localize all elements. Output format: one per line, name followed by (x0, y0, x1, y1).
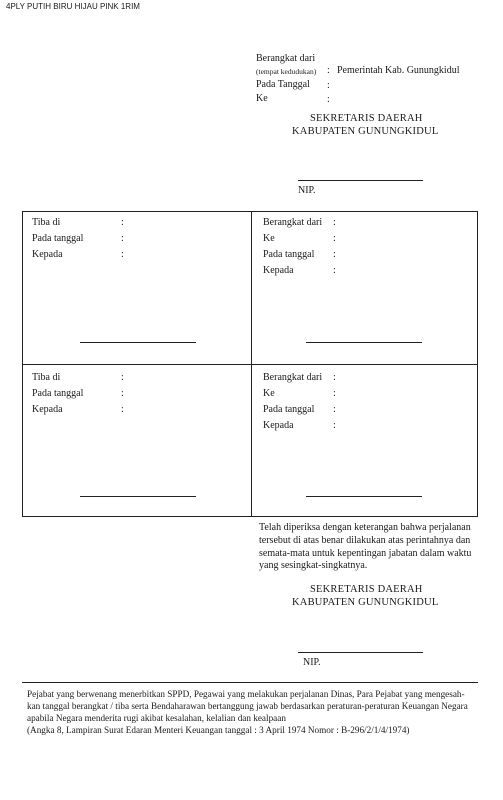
signature-line (298, 652, 423, 653)
footer-note-line1: Pejabat yang berwenang menerbitkan SPPD, Pegawai yang melakukan perjalanan Dinas, Para Pejabat yang mengesah- (27, 689, 465, 699)
colon: : (327, 65, 330, 76)
signatory-title-line2: KABUPATEN GUNUNGKIDUL (292, 126, 439, 137)
pada-tanggal-label: Pada tanggal (263, 249, 315, 260)
tiba-di-label: Tiba di (32, 372, 61, 383)
colon: : (327, 94, 330, 105)
colon: : (121, 233, 124, 244)
colon: : (333, 420, 336, 431)
colon: : (333, 249, 336, 260)
berangkat-dari-label: Berangkat dari (263, 372, 323, 383)
berangkat-dari-label: Berangkat dari (256, 53, 316, 64)
tempat-kedudukan-value: Pemerintah Kab. Gunungkidul (337, 65, 460, 76)
tempat-kedudukan-note: (tempat kedudukan) (256, 67, 317, 76)
box-vertical-divider (251, 211, 252, 517)
signature-line (80, 342, 196, 343)
signature-line (306, 496, 422, 497)
verification-text-line1: Telah diperiksa dengan keterangan bahwa perjalanan (259, 522, 471, 533)
signatory-title-line1: SEKRETARIS DAERAH (310, 113, 423, 124)
signatory-title-line2: KABUPATEN GUNUNGKIDUL (292, 597, 439, 608)
colon: : (121, 217, 124, 228)
colon: : (333, 388, 336, 399)
kepada-label: Kepada (263, 420, 294, 431)
footer-note-line2: kan tanggal berangkat / tiba serta Bendaharawan bertanggung jawab berdasarkan peraturan-peraturan Keuangan Negara (27, 701, 468, 711)
colon: : (327, 80, 330, 91)
ke-label: Ke (263, 233, 275, 244)
footer-note-line4: (Angka 8, Lampiran Surat Edaran Menteri Keuangan tanggal : 3 April 1974 Nomor : B-296/2/1/4/1974) (27, 725, 410, 735)
colon: : (121, 249, 124, 260)
box-horizontal-divider (22, 364, 478, 365)
colon: : (121, 372, 124, 383)
footer-note-line3: apabila Negara menderita rugi akibat kesalahan, kelalian dan kealpaan (27, 713, 286, 723)
pada-tanggal-label: Pada tanggal (32, 388, 84, 399)
tiba-di-label: Tiba di (32, 217, 61, 228)
verification-text-line2: tersebut di atas benar dilakukan atas perintahnya dan (259, 535, 471, 546)
signature-line (298, 180, 423, 181)
colon: : (333, 404, 336, 415)
colon: : (333, 372, 336, 383)
nip-label: NIP. (298, 185, 316, 196)
ke-label: Ke (256, 93, 268, 104)
colon: : (333, 265, 336, 276)
colon: : (333, 233, 336, 244)
header-note: 4PLY PUTIH BIRU HIJAU PINK 1RIM (6, 2, 140, 11)
verification-text-line4: yang sesingkat-singkatnya. (259, 560, 368, 571)
kepada-label: Kepada (32, 404, 63, 415)
footer-divider (22, 682, 478, 683)
colon: : (121, 388, 124, 399)
verification-text-line3: semata-mata untuk kepentingan jabatan dalam waktu (259, 548, 472, 559)
ke-label: Ke (263, 388, 275, 399)
signature-line (80, 496, 196, 497)
pada-tanggal-label: Pada Tanggal (256, 79, 310, 90)
pada-tanggal-label: Pada tanggal (32, 233, 84, 244)
kepada-label: Kepada (263, 265, 294, 276)
colon: : (121, 404, 124, 415)
pada-tanggal-label: Pada tanggal (263, 404, 315, 415)
signatory-title-line1: SEKRETARIS DAERAH (310, 584, 423, 595)
signature-line (306, 342, 422, 343)
colon: : (333, 217, 336, 228)
nip-label: NIP. (303, 657, 321, 668)
kepada-label: Kepada (32, 249, 63, 260)
berangkat-dari-label: Berangkat dari (263, 217, 323, 228)
